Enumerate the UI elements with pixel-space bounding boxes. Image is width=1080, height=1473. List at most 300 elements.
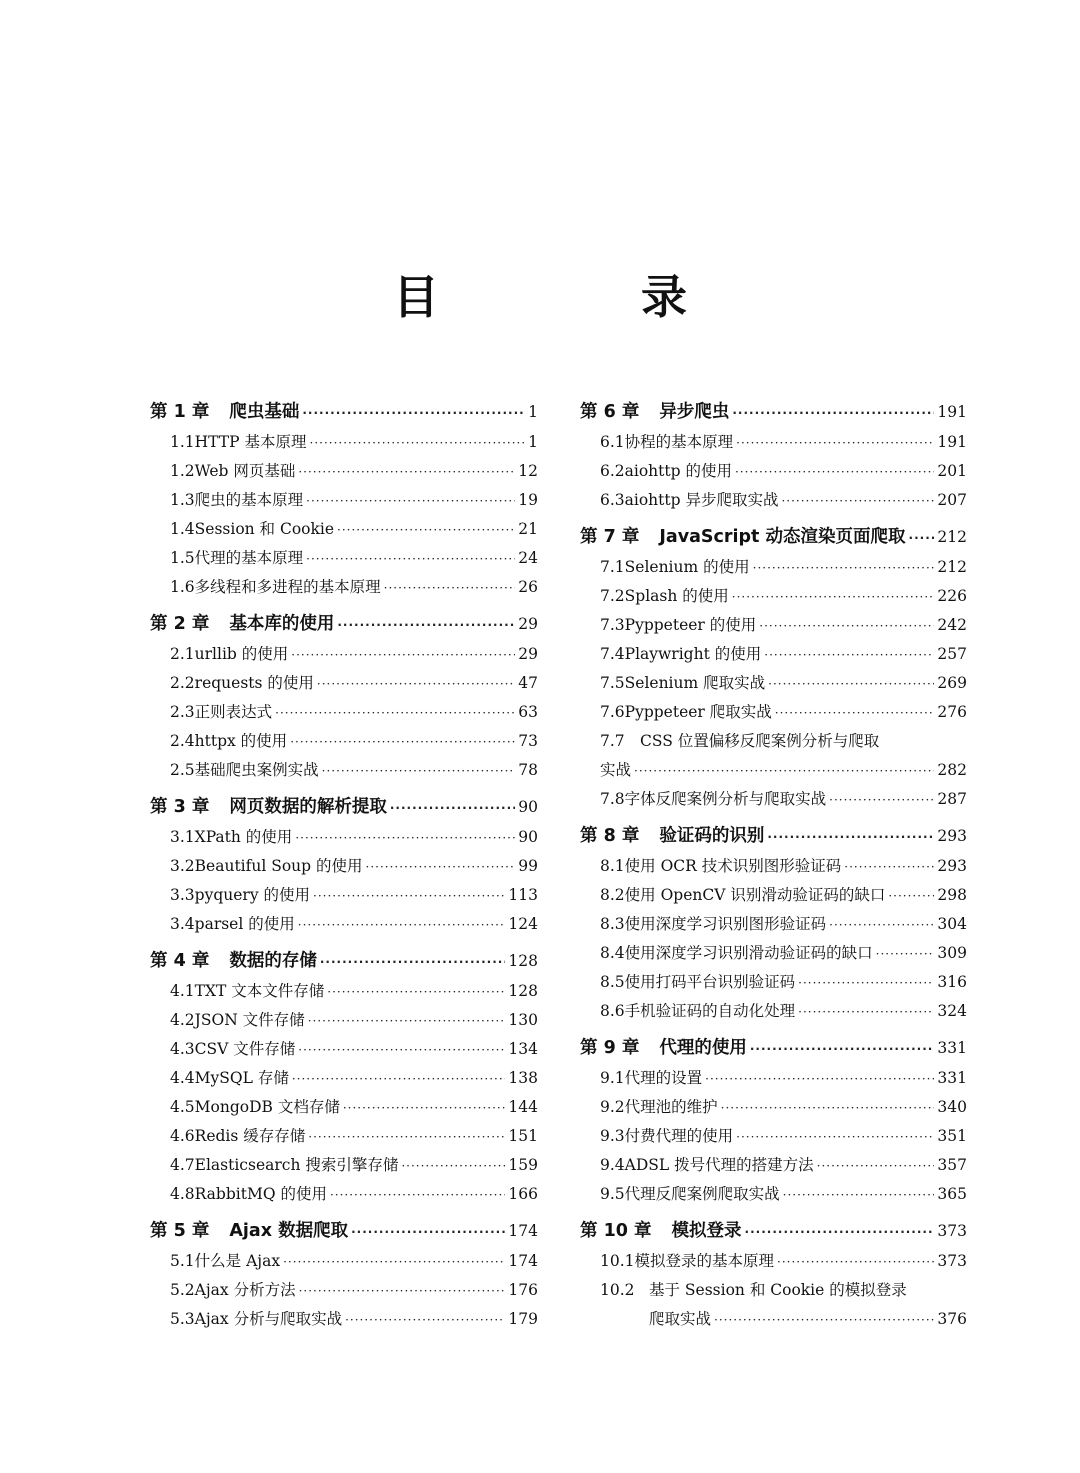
dot-leader xyxy=(283,1248,505,1277)
toc-section-entry xyxy=(580,1093,967,1122)
section-title: Pyppeteer 的使用 xyxy=(624,616,757,634)
toc-section-entry xyxy=(150,428,538,457)
section-title: 什么是 Ajax xyxy=(194,1252,281,1270)
toc-chapter-entry xyxy=(150,608,538,640)
dot-leader xyxy=(781,487,934,516)
dot-leader xyxy=(384,574,516,603)
section-title: ADSL 拨号代理的搭建方法 xyxy=(624,1156,814,1174)
section-title: 使用 OCR 技术识别图形验证码 xyxy=(624,857,842,875)
section-title: Elasticsearch 搜索引擎存储 xyxy=(194,1156,399,1174)
dot-leader xyxy=(343,1094,506,1123)
section-title: TXT 文本文件存储 xyxy=(194,982,325,1000)
dot-leader xyxy=(750,1033,935,1065)
page-number: 151 xyxy=(508,1127,538,1145)
section-title: 正则表达式 xyxy=(194,703,273,721)
section-number: 7.3 xyxy=(600,616,625,634)
section-title: Selenium 爬取实战 xyxy=(624,674,766,692)
page-number: 99 xyxy=(518,857,538,875)
section-title: Web 网页基础 xyxy=(194,462,296,480)
section-number: 7.5 xyxy=(600,674,625,692)
section-number: 8.1 xyxy=(600,857,625,875)
page-number: 298 xyxy=(937,886,967,904)
section-title: Ajax 分析方法 xyxy=(194,1281,296,1299)
page-number: 166 xyxy=(508,1185,538,1203)
chapter-title: 网页数据的解析提取 xyxy=(229,797,387,817)
toc-section-entry xyxy=(580,553,967,582)
section-title: 手机验证码的自动化处理 xyxy=(624,1002,796,1020)
toc-section-entry xyxy=(580,457,967,486)
section-title: 付费代理的使用 xyxy=(624,1127,734,1145)
section-title: 基础爬虫案例实战 xyxy=(194,761,319,779)
section-number: 2.1 xyxy=(170,645,195,663)
page-number: 176 xyxy=(508,1281,538,1299)
section-number: 4.3 xyxy=(170,1040,195,1058)
toc-section-entry xyxy=(150,1305,538,1334)
toc-section-entry xyxy=(580,1064,967,1093)
page-number: 159 xyxy=(508,1156,538,1174)
section-number: 4.7 xyxy=(170,1156,195,1174)
section-number: 2.4 xyxy=(170,732,195,750)
section-title: CSV 文件存储 xyxy=(194,1040,296,1058)
section-number: 8.4 xyxy=(600,944,625,962)
toc-chapter-entry xyxy=(580,396,967,428)
dot-leader xyxy=(275,699,515,728)
toc-column-right xyxy=(580,396,967,1334)
dot-leader xyxy=(302,397,525,429)
page-number: 373 xyxy=(937,1252,967,1270)
toc-section-entry xyxy=(150,977,538,1006)
dot-leader xyxy=(714,1306,934,1335)
page-number: 47 xyxy=(518,674,538,692)
toc-chapter-entry xyxy=(580,820,967,852)
toc-section-entry xyxy=(150,852,538,881)
section-number: 4.8 xyxy=(170,1185,195,1203)
dot-leader xyxy=(337,516,515,545)
page-number: 138 xyxy=(508,1069,538,1087)
dot-leader xyxy=(768,670,934,699)
toc-section-entry xyxy=(580,640,967,669)
dot-leader xyxy=(705,1065,934,1094)
dot-leader xyxy=(390,792,515,824)
page-number: 201 xyxy=(937,462,967,480)
section-title: 代理反爬案例爬取实战 xyxy=(624,1185,780,1203)
chapter-number: 第 10 章 xyxy=(580,1221,652,1241)
section-title: XPath 的使用 xyxy=(194,828,293,846)
page-number: 179 xyxy=(508,1310,538,1328)
page-number: 144 xyxy=(508,1098,538,1116)
toc-section-entry xyxy=(150,1276,538,1305)
section-title: parsel 的使用 xyxy=(194,915,295,933)
dot-leader xyxy=(876,940,935,969)
section-title: 多线程和多进程的基本原理 xyxy=(194,578,381,596)
toc-section-entry xyxy=(150,1122,538,1151)
toc-section-entry xyxy=(150,486,538,515)
toc-section-entry xyxy=(150,1180,538,1209)
toc-section-entry xyxy=(580,1180,967,1209)
dot-leader xyxy=(320,946,506,978)
page-number: 1 xyxy=(528,403,538,421)
dot-leader xyxy=(777,1248,934,1277)
dot-leader xyxy=(351,1216,505,1248)
dot-leader xyxy=(292,1065,506,1094)
section-number: 3.1 xyxy=(170,828,195,846)
page-number: 128 xyxy=(508,952,538,970)
toc-section-entry xyxy=(580,852,967,881)
section-number: 5.3 xyxy=(170,1310,195,1328)
toc-section-entry xyxy=(150,823,538,852)
toc-section-entry xyxy=(150,1151,538,1180)
section-number: 1.2 xyxy=(170,462,195,480)
toc-section-entry xyxy=(150,1093,538,1122)
dot-leader xyxy=(306,487,515,516)
toc-chapter-entry xyxy=(150,1215,538,1247)
dot-leader xyxy=(732,583,935,612)
section-title-continued: 爬取实战 xyxy=(649,1310,712,1328)
page-number: 287 xyxy=(937,790,967,808)
toc-section-entry xyxy=(580,727,967,756)
page-number: 19 xyxy=(518,491,538,509)
toc-section-entry xyxy=(580,486,967,515)
section-title: 协程的基本原理 xyxy=(624,433,734,451)
dot-leader xyxy=(327,978,505,1007)
page-number: 212 xyxy=(937,558,967,576)
section-number: 5.2 xyxy=(170,1281,195,1299)
page-number: 316 xyxy=(937,973,967,991)
page-number: 128 xyxy=(508,982,538,1000)
section-title: MongoDB 文档存储 xyxy=(194,1098,340,1116)
dot-leader xyxy=(783,1181,935,1210)
toc-section-entry xyxy=(580,1122,967,1151)
section-number: 4.6 xyxy=(170,1127,195,1145)
toc-section-entry xyxy=(580,582,967,611)
section-number: 8.3 xyxy=(600,915,625,933)
dot-leader xyxy=(798,969,934,998)
section-number: 2.2 xyxy=(170,674,195,692)
page-number: 269 xyxy=(937,674,967,692)
section-number: 9.5 xyxy=(600,1185,625,1203)
toc-section-entry xyxy=(150,1247,538,1276)
section-title-continued: 实战 xyxy=(600,761,632,779)
dot-leader xyxy=(366,853,516,882)
page-number: 191 xyxy=(937,433,967,451)
page-number: 242 xyxy=(937,616,967,634)
section-title: 爬虫的基本原理 xyxy=(194,491,304,509)
chapter-number: 第 8 章 xyxy=(580,826,640,846)
toc-section-entry xyxy=(150,1064,538,1093)
chapter-title: Ajax 数据爬取 xyxy=(229,1221,349,1241)
section-title: 代理的基本原理 xyxy=(194,549,304,567)
toc-section-entry xyxy=(150,1006,538,1035)
section-number: 10.2 xyxy=(600,1281,635,1299)
page-number: 309 xyxy=(937,944,967,962)
section-title: Splash 的使用 xyxy=(624,587,729,605)
dot-leader xyxy=(313,882,505,911)
dot-leader xyxy=(753,554,935,583)
chapter-number: 第 6 章 xyxy=(580,402,640,422)
page-number: 365 xyxy=(937,1185,967,1203)
dot-leader xyxy=(290,728,515,757)
page-number: 174 xyxy=(508,1252,538,1270)
chapter-number: 第 9 章 xyxy=(580,1038,640,1058)
toc-chapter-entry xyxy=(150,396,538,428)
chapter-number: 第 2 章 xyxy=(150,614,210,634)
section-title: 使用打码平台识别验证码 xyxy=(624,973,796,991)
section-number: 3.4 xyxy=(170,915,195,933)
dot-leader xyxy=(736,429,934,458)
page-number: 331 xyxy=(937,1069,967,1087)
page-number: 1 xyxy=(528,433,538,451)
section-number: 4.5 xyxy=(170,1098,195,1116)
section-number: 1.1 xyxy=(170,433,195,451)
section-title: RabbitMQ 的使用 xyxy=(194,1185,327,1203)
section-number: 3.2 xyxy=(170,857,195,875)
dot-leader xyxy=(888,882,934,911)
page-number: 29 xyxy=(518,645,538,663)
page-number: 174 xyxy=(508,1222,538,1240)
section-number: 5.1 xyxy=(170,1252,195,1270)
toc-section-entry xyxy=(150,881,538,910)
page-number: 134 xyxy=(508,1040,538,1058)
section-number: 9.4 xyxy=(600,1156,625,1174)
chapter-title: JavaScript 动态渲染页面爬取 xyxy=(659,527,906,547)
page-number: 90 xyxy=(518,828,538,846)
section-title: httpx 的使用 xyxy=(194,732,288,750)
section-title: aiohttp 异步爬取实战 xyxy=(624,491,779,509)
section-number: 3.3 xyxy=(170,886,195,904)
toc-section-entry xyxy=(150,727,538,756)
page-number: 373 xyxy=(937,1222,967,1240)
page-number: 26 xyxy=(518,578,538,596)
section-number: 4.1 xyxy=(170,982,195,1000)
section-number: 7.2 xyxy=(600,587,625,605)
section-number: 1.3 xyxy=(170,491,195,509)
section-title: 模拟登录的基本原理 xyxy=(634,1252,775,1270)
page-number: 24 xyxy=(518,549,538,567)
toc-chapter-entry xyxy=(150,791,538,823)
dot-leader xyxy=(308,1123,505,1152)
dot-leader xyxy=(764,641,934,670)
dot-leader xyxy=(308,1007,506,1036)
section-number: 9.3 xyxy=(600,1127,625,1145)
toc-section-entry xyxy=(150,544,538,573)
toc-column-left xyxy=(150,396,538,1334)
dot-leader xyxy=(291,641,515,670)
dot-leader xyxy=(310,429,526,458)
section-number: 6.3 xyxy=(600,491,625,509)
section-title: Ajax 分析与爬取实战 xyxy=(194,1310,343,1328)
page-number: 257 xyxy=(937,645,967,663)
toc-section-entry xyxy=(150,910,538,939)
dot-leader xyxy=(721,1094,935,1123)
page-number: 226 xyxy=(937,587,967,605)
section-number: 8.2 xyxy=(600,886,625,904)
chapter-title: 模拟登录 xyxy=(671,1221,742,1241)
toc-section-entry xyxy=(580,910,967,939)
toc-section-entry xyxy=(580,968,967,997)
dot-leader xyxy=(775,699,935,728)
toc-chapter-entry xyxy=(580,1032,967,1064)
toc-section-continuation xyxy=(580,1305,967,1334)
dot-leader xyxy=(345,1306,505,1335)
dot-leader xyxy=(298,1036,505,1065)
dot-leader xyxy=(330,1181,505,1210)
section-number: 8.5 xyxy=(600,973,625,991)
dot-leader xyxy=(736,1123,934,1152)
toc-section-entry xyxy=(580,1276,967,1305)
page-number: 293 xyxy=(937,857,967,875)
dot-leader xyxy=(767,821,934,853)
section-number: 1.5 xyxy=(170,549,195,567)
chapter-number: 第 1 章 xyxy=(150,402,210,422)
section-number: 1.6 xyxy=(170,578,195,596)
page-number: 282 xyxy=(937,761,967,779)
dot-leader xyxy=(298,458,515,487)
section-number: 9.1 xyxy=(600,1069,625,1087)
section-number: 7.7 xyxy=(600,732,625,750)
page-number: 12 xyxy=(518,462,538,480)
dot-leader xyxy=(322,757,516,786)
section-number: 4.2 xyxy=(170,1011,195,1029)
page-number: 124 xyxy=(508,915,538,933)
chapter-number: 第 3 章 xyxy=(150,797,210,817)
toc-section-entry xyxy=(150,515,538,544)
page-number: 29 xyxy=(518,615,538,633)
chapter-title: 代理的使用 xyxy=(659,1038,747,1058)
dot-leader xyxy=(732,397,934,429)
section-number: 10.1 xyxy=(600,1252,635,1270)
toc-chapter-entry xyxy=(150,945,538,977)
section-number: 8.6 xyxy=(600,1002,625,1020)
toc-section-entry xyxy=(580,611,967,640)
section-title: HTTP 基本原理 xyxy=(194,433,307,451)
chapter-number: 第 5 章 xyxy=(150,1221,210,1241)
dot-leader xyxy=(337,609,515,641)
section-number: 6.1 xyxy=(600,433,625,451)
toc-section-entry xyxy=(150,698,538,727)
section-number: 2.5 xyxy=(170,761,195,779)
page-number: 191 xyxy=(937,403,967,421)
dot-leader xyxy=(798,998,934,1027)
section-number: 6.2 xyxy=(600,462,625,480)
toc-section-entry xyxy=(150,1035,538,1064)
toc-section-entry xyxy=(580,881,967,910)
chapter-title: 爬虫基础 xyxy=(229,402,300,422)
chapter-title: 数据的存储 xyxy=(229,951,317,971)
dot-leader xyxy=(317,670,515,699)
page-number: 113 xyxy=(508,886,538,904)
chapter-title: 基本库的使用 xyxy=(229,614,335,634)
section-title: MySQL 存储 xyxy=(194,1069,289,1087)
section-number: 7.4 xyxy=(600,645,625,663)
page-number: 90 xyxy=(518,798,538,816)
page-number: 376 xyxy=(937,1310,967,1328)
page-number: 304 xyxy=(937,915,967,933)
toc-section-entry xyxy=(150,640,538,669)
dot-leader xyxy=(817,1152,935,1181)
chapter-number: 第 7 章 xyxy=(580,527,640,547)
page-number: 73 xyxy=(518,732,538,750)
toc-section-entry xyxy=(580,1247,967,1276)
section-title: CSS 位置偏移反爬案例分析与爬取 xyxy=(640,732,880,750)
dot-leader xyxy=(295,824,515,853)
page-number: 78 xyxy=(518,761,538,779)
page-title: 目 录 xyxy=(393,270,765,324)
toc-section-entry xyxy=(580,997,967,1026)
section-title: Redis 缓存存储 xyxy=(194,1127,306,1145)
section-title: Beautiful Soup 的使用 xyxy=(194,857,363,875)
dot-leader xyxy=(844,853,934,882)
section-number: 2.3 xyxy=(170,703,195,721)
page-number: 276 xyxy=(937,703,967,721)
dot-leader xyxy=(909,522,935,554)
section-title: 代理的设置 xyxy=(624,1069,703,1087)
page-number: 351 xyxy=(937,1127,967,1145)
section-title: pyquery 的使用 xyxy=(194,886,311,904)
toc-section-entry xyxy=(580,698,967,727)
toc-section-entry xyxy=(580,939,967,968)
toc-section-entry xyxy=(580,785,967,814)
toc-chapter-entry xyxy=(580,521,967,553)
dot-leader xyxy=(306,545,515,574)
dot-leader xyxy=(298,911,506,940)
page-number: 324 xyxy=(937,1002,967,1020)
toc-section-entry xyxy=(150,756,538,785)
toc-section-entry xyxy=(150,457,538,486)
dot-leader xyxy=(829,911,934,940)
section-title: Playwright 的使用 xyxy=(624,645,762,663)
chapter-number: 第 4 章 xyxy=(150,951,210,971)
section-title: 基于 Session 和 Cookie 的模拟登录 xyxy=(649,1281,907,1299)
page-number: 63 xyxy=(518,703,538,721)
page-number: 130 xyxy=(508,1011,538,1029)
dot-leader xyxy=(634,757,934,786)
toc-section-entry xyxy=(580,1151,967,1180)
dot-leader xyxy=(745,1216,935,1248)
page-number: 331 xyxy=(937,1039,967,1057)
page-number: 21 xyxy=(518,520,538,538)
toc-section-entry xyxy=(580,669,967,698)
toc-section-continuation xyxy=(580,756,967,785)
chapter-title: 异步爬虫 xyxy=(659,402,730,422)
dot-leader xyxy=(735,458,934,487)
section-title: 代理池的维护 xyxy=(624,1098,718,1116)
section-title: 字体反爬案例分析与爬取实战 xyxy=(624,790,827,808)
page-number: 357 xyxy=(937,1156,967,1174)
toc-section-entry xyxy=(150,573,538,602)
dot-leader xyxy=(401,1152,505,1181)
chapter-title: 验证码的识别 xyxy=(659,826,765,846)
toc-section-entry xyxy=(150,669,538,698)
section-number: 9.2 xyxy=(600,1098,625,1116)
section-number: 7.6 xyxy=(600,703,625,721)
section-title: 使用深度学习识别图形验证码 xyxy=(624,915,827,933)
section-number: 4.4 xyxy=(170,1069,195,1087)
page-number: 212 xyxy=(937,528,967,546)
toc-section-entry xyxy=(580,428,967,457)
page-number: 207 xyxy=(937,491,967,509)
dot-leader xyxy=(829,786,934,815)
toc-chapter-entry xyxy=(580,1215,967,1247)
section-number: 1.4 xyxy=(170,520,195,538)
section-title: 使用深度学习识别滑动验证码的缺口 xyxy=(624,944,873,962)
section-title: Session 和 Cookie xyxy=(194,520,335,538)
section-title: requests 的使用 xyxy=(194,674,314,692)
section-title: Selenium 的使用 xyxy=(624,558,750,576)
section-title: 使用 OpenCV 识别滑动验证码的缺口 xyxy=(624,886,886,904)
section-title: Pyppeteer 爬取实战 xyxy=(624,703,772,721)
section-number: 7.8 xyxy=(600,790,625,808)
section-title: urllib 的使用 xyxy=(194,645,289,663)
